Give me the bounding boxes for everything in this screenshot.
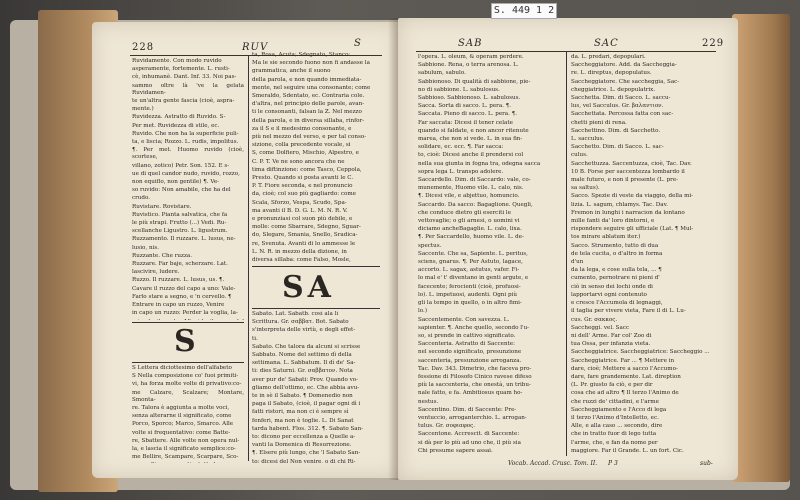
- text-line: ma avanti il B. D. G. L. M. N. R. V.: [252, 207, 348, 214]
- text-line: ¶. Per met. Huomo ruvido (cioè, scortese,: [132, 147, 244, 161]
- text-line: Saccheggiatore. Che saccheggia, Sac-: [571, 78, 680, 85]
- text-line: spectus.: [418, 242, 442, 249]
- text-line: Sacco. Spezie di veste da viaggio, della mi-: [571, 193, 694, 200]
- section-rule-4: [132, 362, 244, 363]
- text-line: gliamo dell'ottimo, ec. Che abbia avu-: [252, 384, 360, 391]
- text-line: tima diftinzione: come Tasco, Ceppola,: [252, 166, 362, 173]
- right-page-number: 229: [702, 38, 725, 49]
- text-line: ¶. Elsere più lungo, che 'l Sabato San-: [252, 450, 361, 457]
- section-rule-2: [252, 308, 380, 309]
- text-line: nella sua giunta in fogna tra, odegna sacca: [418, 160, 541, 167]
- text-line: scellanche Ligustro. L. ligustrum.: [132, 228, 228, 235]
- right-running-head-left: SAB: [458, 38, 483, 49]
- left-column-2: [252, 52, 380, 264]
- text-line: che conduce dietro gli eserciti le: [418, 209, 512, 216]
- text-line: Sabbione. Rena, o terra arenosa. L.: [418, 62, 519, 69]
- text-line: il terzo l'Animo d'Intelletto, ec.: [571, 414, 659, 421]
- text-line: so, si prende in cattivo significato.: [418, 332, 516, 339]
- text-line: L. sacculus.: [571, 136, 605, 143]
- text-line: cosa che ad altro ¶ Il terzo l'Animo de: [571, 390, 679, 397]
- text-line: Fremon in lunghi i narracion da lontano: [571, 209, 685, 216]
- text-line: to, cioè: Dicesi anche il prendersi col: [418, 152, 524, 159]
- text-line: tua Ossa, per infanzia vieta.: [571, 341, 651, 348]
- text-line: fatti ristori, ma non ci è sempre sì: [252, 409, 349, 416]
- text-line: rispondere seguire gli ufficiale (Lat. ¶ Mul-: [571, 226, 694, 233]
- text-line: Saccente. Che sa, Sapiente. L. peritus,: [418, 250, 528, 257]
- text-line: Sabato. Che talora da alcuni si scrisse: [252, 343, 361, 350]
- text-line: dare, fare grandemente. Lat. direption: [571, 373, 681, 380]
- left-page-number: 228: [132, 42, 155, 53]
- footer-signature: Vocab. Accad. Crusc. Tom. II.: [508, 460, 598, 467]
- text-line: nel secondo significato, presunzione: [418, 349, 522, 356]
- text-line: Ruzzare. Far baje, scherzare. Lat.: [132, 261, 228, 268]
- text-line: [132, 319, 244, 321]
- text-line: accorto. L. sagax, astutus, vafer. Fi-: [418, 267, 520, 274]
- text-line: Scala, Sforzo, Vespa, Scudo, Spa-: [252, 199, 347, 206]
- text-line: cè, inhumanè. Dant. Inf. 33. Noi pas-: [132, 74, 237, 81]
- right-page-edges: [732, 14, 790, 482]
- text-line: crudo.: [132, 195, 151, 202]
- text-line: e cresce l'Accumola di legnaggi,: [571, 300, 663, 307]
- text-line: lusio, nis.: [132, 244, 160, 251]
- text-line: re, Sbattere. Alle volte non opera nul-: [132, 437, 240, 444]
- text-line: fenferi, ma non è toglie. L. Di Sanat: [252, 417, 354, 424]
- text-line: d'un: [571, 259, 584, 266]
- text-line: ni dell' Arme. Far col' Zoo di: [571, 332, 652, 339]
- text-line: te in sè il Sabato. ¶ Domenedio non: [252, 393, 353, 400]
- text-line: Smeraldo, Sdentato, ec. Contraria cole.: [252, 93, 365, 100]
- text-line: fessione di Filosofo Cinico ravese difeso: [418, 373, 532, 380]
- text-line: Saccheggiatrice. Far ... ¶ Mettere in: [571, 357, 675, 364]
- text-line: Sacchetta. Dim. di Sacco. L. saccu-: [571, 95, 671, 102]
- text-line: sapienter. ¶. Anche quello, secondo l'u-: [418, 324, 530, 331]
- text-line: Saccheggiatore. Add. da Saccheggia-: [571, 62, 677, 69]
- text-line: sammo oltre là 've la gelata Ruvidamen-: [132, 82, 244, 96]
- text-line: ¶. Per Saccardello, huomo vile. L. de-: [418, 234, 524, 241]
- text-line: il taglia per vivere vieta, Fare il di L. Lu-: [571, 308, 686, 315]
- text-line: cus. Gr. σακκος.: [571, 316, 618, 323]
- text-line: diciamo ancheBagaglie. L. calo, lixa.: [418, 226, 522, 233]
- right-column-2: [571, 54, 715, 456]
- text-line: senza alterarne il significato, come: [132, 413, 232, 420]
- footer-catchword: sub-: [700, 460, 713, 467]
- text-line: Sabbionoso. Di qualità di sabbione, pie-: [418, 78, 531, 85]
- text-line: vanti la Domenica di Resurrezione.: [252, 442, 352, 449]
- text-line: Saccheggi. vel. Sacc: [571, 324, 630, 331]
- text-line: gli la tempo in quello, o in altro fimi-: [418, 300, 522, 307]
- text-line: lo mal e' t' diventano in genti argute, e: [418, 275, 529, 282]
- text-line: lapportarvi ogni contenuto: [571, 291, 647, 298]
- text-line: lus, vel Sacculus. Gr. βαλαντιον.: [571, 103, 664, 110]
- text-line: Farlo stare a segno, e 'n cervello. ¶: [132, 293, 232, 300]
- shelfmark-label: S. 449 1 2: [491, 3, 557, 19]
- text-line: sciens, gnarus. ¶. Per Astuto, lagace,: [418, 259, 523, 266]
- text-line: Ruzzante. Che ruzza.: [132, 252, 193, 259]
- text-line: da, cioè; col suo più gagliardo: come: [252, 191, 356, 198]
- text-line: ventuccio, arroganterchio. L. arrogan-: [418, 414, 527, 421]
- text-line: cumento, pernotrare ni pieni d': [571, 275, 660, 282]
- text-line: non equiflo, non gentile) ¶. Ve-: [132, 179, 220, 186]
- text-line: quando si faldate, e non ancor ritenute: [418, 127, 529, 134]
- text-line: asperamente, fortemente. L. rusti-: [132, 66, 230, 73]
- section-heading-sa: SA: [282, 270, 335, 305]
- text-line: villano, zotico) Petr. Son. 152. E s-: [132, 162, 230, 169]
- text-line: Saccenteria. Astratto di Saccente:: [418, 341, 516, 348]
- text-line: Entrare in capo un ruzzo, Venire: [132, 302, 225, 309]
- text-line: tulus. Gr. σοφιαφος.: [418, 423, 476, 430]
- text-line: grammatica, anche il suono: [252, 68, 331, 75]
- text-line: Scrittura. Gr. σαββατ. Bot. Sabato: [252, 319, 349, 326]
- text-line: l'arme, che, e fan da nome per: [571, 439, 658, 446]
- text-line: [132, 462, 244, 463]
- text-line: e pronunziasi col suon più debile, e: [252, 216, 353, 223]
- text-line: da la lega, e cose sulla tela, ... ¶: [571, 267, 662, 274]
- text-line: della parola, e in diversa sillaba, rinfor-: [252, 117, 365, 124]
- text-line: Sacchettuzza. Saccentuzza, cioè, Tac. Dav.: [571, 160, 692, 167]
- text-line: Saccentemente. Con savezza. L.: [418, 316, 510, 323]
- section-rule-3: [132, 322, 244, 323]
- text-line: sizione, colla precedente vocale, si: [252, 142, 351, 149]
- text-line: in capo un ruzzo: Perder la voglia, la-: [132, 310, 238, 317]
- text-line: Far saccata: Dicesi il tener celate: [418, 119, 513, 126]
- text-line: Alle, e alla caso ... secondo, dire: [571, 423, 663, 430]
- text-line: S Nella composizione co' fuoi primiti-: [132, 373, 239, 380]
- text-line: lascivire, ludere.: [132, 269, 180, 276]
- text-line: Ruvidamente. Con modo ruvido: [132, 58, 222, 64]
- text-line: aver pur de' Sabati: Prov. Quando vo-: [252, 376, 359, 383]
- text-line: si dà per lo più ad uno che, il più sia: [418, 439, 521, 446]
- text-line: lizia. L. sagum, chlamys. Tac. Dav.: [571, 201, 668, 208]
- text-line: d'altra, nel principio delle parole, avan-: [252, 101, 365, 108]
- text-line: Porco, Sporco; Marco, Smarco. Alle: [132, 421, 234, 428]
- text-line: dare, cioè; Mettere a sacco l'Accumo-: [571, 365, 678, 372]
- left-running-head: RUV: [242, 42, 269, 53]
- text-line: to: dicesi del Non venire, o di chi Ri-: [252, 458, 356, 463]
- text-line: C. P. T. Ve ne sono ancora che ne: [252, 158, 345, 165]
- left-column-1: [132, 58, 244, 320]
- text-line: solidare, ec. ecc. ¶. Far sacca:: [418, 144, 504, 151]
- text-line: Ruzzamento. Il ruzzare. L. lusus, ne-: [132, 236, 236, 243]
- text-line: nale fatto, e fa. Ambitiosus quam ho-: [418, 390, 523, 397]
- text-line: Ruzzo. Il ruzzare. L. lusus, us. ¶.: [132, 277, 225, 284]
- text-line: Saccentino. Dim. di Saccente: Pre-: [418, 406, 517, 413]
- text-line: Sabbato. Nome del settimo dì della: [252, 352, 352, 359]
- text-line: me Calzare, Scalzare; Montare, Smonta-: [132, 389, 244, 403]
- text-line: ta, e liscia; Rozzo. L. rudis, impolitus.: [132, 139, 239, 146]
- text-line: della parola, e non quando immediata-: [252, 76, 362, 83]
- text-line: diversa sillaba: come Falso, Mosle,: [252, 257, 351, 264]
- text-line: lo.): [418, 308, 428, 315]
- text-line: vettovaglie; o gli arnesi, o uomini vi: [418, 218, 520, 225]
- text-line: Tac. Dav. 343. Dimetrio, che faceva pro-: [418, 365, 532, 372]
- text-line: sopra lega L. transpo adolere.: [418, 168, 504, 175]
- text-line: ue di quel candor nudo, ruvido, rozzo,: [132, 170, 240, 177]
- left-page: [92, 22, 400, 478]
- text-line: Sacchettino. Dim. di Sacchetto.: [571, 127, 661, 134]
- text-line: Presto. Quando si posta avanti le C.: [252, 175, 354, 182]
- text-line: ti le consonanti, falsan la Z. Nel mezzo: [252, 109, 362, 116]
- text-line: ti: dies Saturni. Gr. σαββατον. Nota: [252, 368, 353, 375]
- text-line: male futuro, e non il presente (L. pre-: [571, 177, 679, 184]
- text-line: le più strapi. Frutto (...) Vedi. Ru-: [132, 220, 227, 227]
- footer-mark: P 3: [608, 460, 618, 467]
- text-line: Ruvistare. Rovistare.: [132, 203, 192, 210]
- text-line: Ruvistico. Pianta salvatica, che fa: [132, 211, 228, 218]
- text-line: munemente, Huomo vile. L. calo, nis.: [418, 185, 524, 192]
- text-line: Sabato. Lat. Sabatb. così ala lì: [252, 311, 339, 317]
- text-line: mille fanti da' loro dintorni, e: [571, 218, 655, 225]
- text-line: sa saltus).: [571, 185, 600, 192]
- text-line: P. T. Fiore seconda, e nel pronuncio: [252, 183, 353, 190]
- text-line: culus.: [571, 152, 588, 159]
- text-line: S Lettera diciottesimo dell'alfabeto: [132, 365, 232, 371]
- text-line: tarda habent. Flos. 312. ¶. Sabato San-: [252, 425, 364, 432]
- text-line: che ruzzi de' cittadini, e l'arme: [571, 398, 659, 405]
- text-line: Sabbioso. Sabbionoso. L. sabulosus.: [418, 95, 521, 102]
- text-line: mente, nel seguire una consonante; come: [252, 84, 371, 91]
- text-line: cheggiatrice. L. depopulatrix.: [571, 86, 656, 93]
- text-line: Sacchetto. Dim. di Sacco. L. sac-: [571, 144, 664, 151]
- text-line: Cavare il ruzzo del capo a uno: Vale-: [132, 285, 236, 292]
- left-column-1b: [132, 365, 244, 463]
- text-line: za il S e il medesimo consonante, e: [252, 125, 352, 132]
- section-heading-s: S: [174, 324, 200, 359]
- text-line: paga il Sabato, (cioè, il pagar ogni dì i: [252, 401, 361, 408]
- text-line: to: dicono per eccellenza a Quelle a-: [252, 434, 356, 441]
- text-line: volte si frequentativo: come Batte-: [132, 429, 231, 436]
- text-line: S, come Dolfiero, Mischio, Alpestro, e: [252, 150, 359, 157]
- left-running-head-right: S: [354, 38, 362, 49]
- text-line: do, Slegare, Smania, Snello, Sradica-: [252, 232, 358, 239]
- text-line: L. N. R. in mezzo della dizione, in: [252, 248, 347, 255]
- text-line: (L. Pr. giusto fa ciò, e per dir: [571, 382, 653, 389]
- right-running-head-right: SAC: [594, 38, 619, 49]
- text-line: più nel mezzo del verso, e per tal conso-: [252, 134, 367, 141]
- text-line: da. L. predari, depopulari.: [571, 54, 646, 60]
- text-line: de tela cucita, o d'altro in forma: [571, 250, 663, 257]
- text-line: facecente; ferocienti (cioè, profuosi-: [418, 283, 521, 290]
- section-rule: [252, 266, 380, 267]
- text-line: ta, Rosa, Acuta; Sdegnato, Stanco:: [252, 52, 351, 58]
- text-line: Saccata. Pieno di sacco. L. pera. ¶.: [418, 111, 518, 118]
- text-line: saccenteria, presunzione arroganza.: [418, 357, 522, 364]
- text-line: lo). L. impetuosi, audenti. Ogni più: [418, 291, 517, 298]
- column-rule-right: [566, 52, 567, 456]
- text-line: re, Svenuta. Avanti di lo ammesse le: [252, 240, 356, 247]
- text-line: vi, ha forza molte volte di privativo:co-: [132, 381, 242, 388]
- text-line: maggiore. Far il Grande. L. un fort. Cic.: [571, 447, 684, 454]
- text-line: la, e lascia il significato semplice:co-: [132, 446, 236, 453]
- text-line: Saccardello. Dim. di Saccardo: vale, co-: [418, 177, 531, 184]
- text-line: 10 B. Forse per saccentezza lombardo il: [571, 168, 685, 175]
- text-line: l'opera. L. oleum, & operam perdere.: [418, 54, 524, 60]
- right-column-1: [418, 54, 562, 456]
- text-line: più la saccenteria, che onestà, un tribu-: [418, 382, 531, 389]
- text-line: Sacca. Sorta di sacco. L. pera. ¶.: [418, 103, 512, 110]
- text-line: re. Talora è aggiunta a molte voci,: [132, 405, 230, 412]
- text-line: sabulum, sabulo.: [418, 70, 466, 77]
- right-page: [398, 18, 738, 480]
- text-line: ¶. Dicesi vile, e abjettuo, homuncio.: [418, 193, 520, 200]
- text-line: ciò in senso dei lochi onde di: [571, 283, 653, 290]
- left-column-2b: [252, 311, 380, 463]
- text-line: Ruvidezza. Astratto di Ruvido. S-: [132, 114, 226, 121]
- text-line: Chi presume sapere assai.: [418, 447, 493, 454]
- text-line: ti.: [252, 335, 258, 342]
- text-line: nestus.: [418, 398, 439, 405]
- text-line: Ma le sie secondo fuono non fi andasse la: [252, 60, 370, 67]
- text-line: Saccheggiamento e l'Acco di lega: [571, 406, 667, 413]
- text-line: me Bellire, Scampare, Scarpare, Sco-: [132, 454, 239, 461]
- text-line: Saccentone. Accrescit. di Saccente:: [418, 431, 520, 438]
- text-line: molle: come Sbarrare, Sdegno, Sguar-: [252, 224, 361, 231]
- text-line: chetti pieni di rena.: [571, 119, 627, 126]
- text-line: Saccheggiatrice. Saccheggiatrice: Saccheggio ...: [571, 349, 710, 356]
- text-line: Sacco. Strumento, tutto di dua: [571, 242, 659, 249]
- column-rule: [248, 56, 249, 461]
- text-line: no di sabbione. L. sabulosus.: [418, 86, 500, 93]
- text-line: Saccardo. Da sacco: Bagaglione. Quegli,: [418, 201, 533, 208]
- text-line: Sacchettata. Percossa fatta con sac-: [571, 111, 674, 118]
- text-line: settimana. L. Sabbatum. Il dì de' Sa-: [252, 360, 356, 367]
- text-line: s'interpreta delle virtù, e degli effet-: [252, 327, 356, 334]
- text-line: re. L. direptus, depopulatus.: [571, 70, 652, 77]
- text-line: te un'altra gente fascia (cioè, aspra-: [132, 98, 235, 105]
- text-line: che in tratto fuor di lego tutta: [571, 431, 657, 438]
- text-line: Ruvido. Che non ha la superficie puli-: [132, 130, 239, 137]
- text-line: marea, che non si vede. L. in sua fin-: [418, 136, 523, 143]
- text-line: mente.): [132, 106, 154, 113]
- text-line: so ruvido: Non amabile, che ha del: [132, 187, 231, 194]
- text-line: Per met. Ruvidezza di stile, ec.: [132, 122, 220, 129]
- text-line: tos mirare ablatum iter.): [571, 234, 641, 241]
